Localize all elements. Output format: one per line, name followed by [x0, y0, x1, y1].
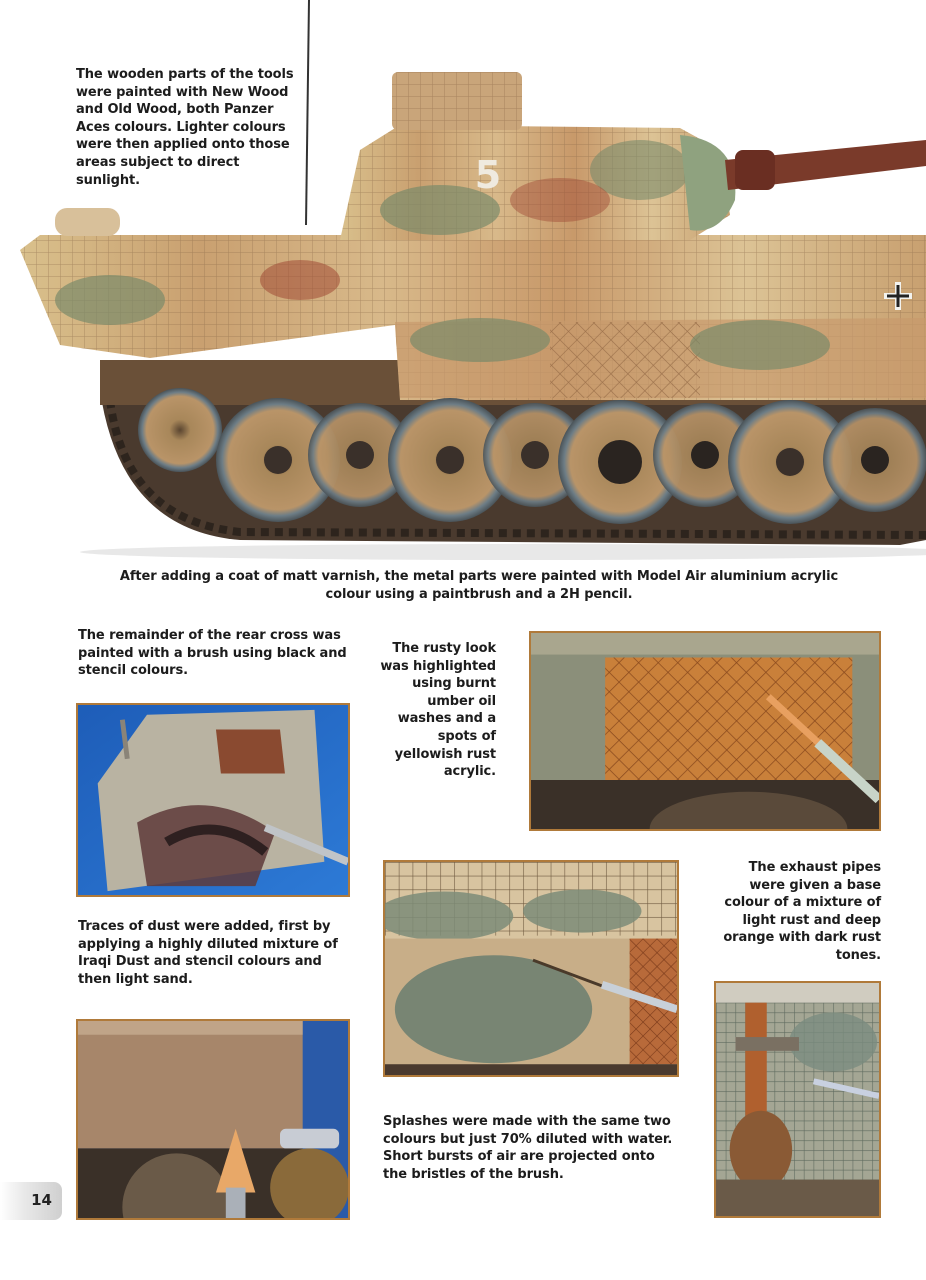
photo-exhaust [714, 981, 881, 1218]
caption-splashes [383, 1113, 673, 1183]
caption-rusty-look-text: The rusty look was highlighted using burnt umber oil washes and a spots of yellowish rust acrylic. [380, 641, 496, 780]
caption-varnish-text: After adding a coat of matt varnish, the metal parts were painted with Model Air aluminium acrylic colour using a paintbrush and a 2H pencil. [119, 569, 839, 602]
caption-splashes-text: Splashes were made with the same two colours but just 70% diluted with water. Short bursts of air are projected onto the bristles of the brush. [383, 1114, 673, 1182]
page-number-tab [0, 1182, 62, 1220]
photo-rust-panel [529, 631, 881, 831]
page-number: 14 [31, 1191, 52, 1209]
caption-wooden-tools-text: The wooden parts of the tools were painted with New Wood and Old Wood, both Panzer Aces colours. Lighter colours were then applied onto those areas subject to direct sunlight. [76, 67, 294, 188]
caption-rear-cross-text: The remainder of the rear cross was painted with a brush using black and stencil colours. [78, 628, 347, 679]
photo-camo-panel [383, 860, 679, 1077]
photo-dust [76, 1019, 350, 1220]
turret-number: 5 [474, 153, 502, 197]
caption-varnish [96, 568, 862, 603]
caption-rear-cross [78, 627, 348, 680]
caption-dust-traces-text: Traces of dust were added, first by applying a highly diluted mixture of Iraqi Dust and stencil colours and then light sand. [78, 919, 338, 987]
caption-dust-traces [78, 918, 358, 988]
caption-exhaust-pipes [716, 859, 881, 965]
caption-rusty-look [376, 640, 496, 781]
photo-rear-cross [76, 703, 350, 897]
caption-wooden-tools [76, 66, 306, 189]
caption-exhaust-pipes-text: The exhaust pipes were given a base colour of a mixture of light rust and deep orange with dark rust tones. [723, 860, 881, 963]
